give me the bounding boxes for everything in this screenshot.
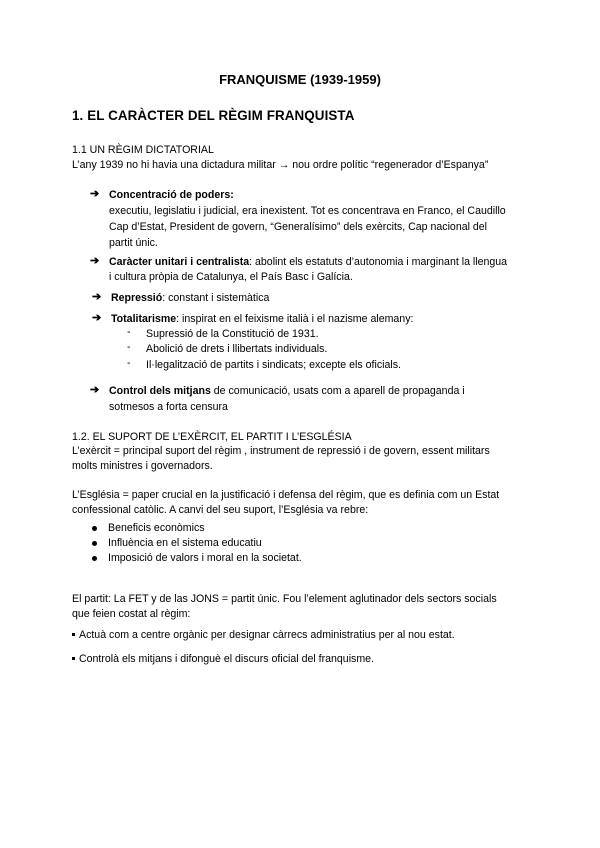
item-label: Totalitarisme bbox=[111, 313, 177, 325]
sub-list-item: Supressió de la Constitució de 1931. bbox=[146, 328, 319, 340]
arrow-bullet-icon: ➔ bbox=[92, 312, 102, 324]
list-item: Influència en el sistema educatiu bbox=[108, 537, 262, 549]
section-heading: 1. EL CARÀCTER DEL RÈGIM FRANQUISTA bbox=[72, 108, 355, 123]
arrow-bullet-icon: ➔ bbox=[90, 188, 100, 200]
intro-paragraph: L’any 1939 no hi havia una dictadura militar → nou ordre polític “regenerador d’Espanya” bbox=[72, 159, 489, 171]
sub-list-item: Il·legalització de partits i sindicats; excepte els oficials. bbox=[146, 359, 401, 371]
item-text: : abolint els estatuts d’autonomia i marginant la llengua bbox=[249, 256, 508, 268]
subsection-heading: 1.2. EL SUPORT DE L’EXÈRCIT, EL PARTIT I L’ESGLÉSIA bbox=[72, 431, 352, 443]
item-label: Control dels mitjans bbox=[109, 385, 211, 397]
item-label: Caràcter unitari i centralista bbox=[109, 256, 250, 268]
item-text-line: partit únic. bbox=[109, 237, 158, 249]
item-text: : constant i sistemàtica bbox=[162, 292, 270, 304]
bullet-dot-icon bbox=[92, 541, 97, 546]
item-line bbox=[111, 290, 269, 306]
list-item: Controlà els mitjans i difonguè el discurs oficial del franquisme. bbox=[79, 653, 375, 665]
arrow-bullet-icon: ➔ bbox=[92, 291, 102, 303]
square-bullet-icon bbox=[72, 633, 75, 636]
dash-bullet-icon: - bbox=[127, 341, 131, 353]
item-line bbox=[109, 254, 507, 270]
item-text-line: sotmesos a forta censura bbox=[109, 401, 228, 413]
item-text-line: executiu, legislatiu i judicial, era inexistent. Tot es concentrava en Franco, el Caudillo bbox=[109, 205, 506, 217]
arrow-bullet-icon: ➔ bbox=[90, 384, 100, 396]
paragraph-line: confessional catòlic. A canvi del seu suport, l’Església va rebre: bbox=[72, 504, 369, 516]
bullet-dot-icon bbox=[92, 556, 97, 561]
paragraph-line: L’Església = paper crucial en la justificació i defensa del règim, que es definia com un Estat bbox=[72, 489, 500, 501]
item-label: Concentració de poders: bbox=[109, 189, 234, 201]
paragraph-line: molts ministres i governadors. bbox=[72, 460, 213, 472]
dash-bullet-icon: - bbox=[127, 357, 131, 369]
item-text: : inspirat en el feixisme italià i el nazisme alemany: bbox=[176, 313, 414, 325]
bullet-dot-icon bbox=[92, 526, 97, 531]
item-label: Repressió bbox=[111, 292, 163, 304]
item-line bbox=[111, 311, 413, 327]
document-title: FRANQUISME (1939-1959) bbox=[219, 72, 381, 87]
paragraph-line: L’exèrcit = principal suport del règim , instrument de repressió i de govern, essent militars bbox=[72, 445, 490, 457]
sub-list-item: Abolició de drets i llibertats individuals. bbox=[146, 343, 328, 355]
list-item: Beneficis econòmics bbox=[108, 522, 205, 534]
item-text-line: i cultura pròpia de Catalunya, el País Basc i Galícia. bbox=[109, 271, 353, 283]
list-item: Imposició de valors i moral en la societat. bbox=[108, 552, 302, 564]
paragraph-line: que feien costat al règim: bbox=[72, 608, 191, 620]
list-item: Actuà com a centre orgànic per designar càrrecs administratius per al nou estat. bbox=[79, 629, 455, 641]
item-line bbox=[109, 383, 465, 399]
item-text-line: Cap d’Estat, President de govern, “Generalísimo” dels exèrcits, Cap nacional del bbox=[109, 221, 488, 233]
dash-bullet-icon: - bbox=[127, 326, 131, 338]
arrow-bullet-icon: ➔ bbox=[90, 255, 100, 267]
subsection-heading: 1.1 UN RÈGIM DICTATORIAL bbox=[72, 144, 214, 156]
item-text: de comunicació, usats com a aparell de propaganda i bbox=[210, 385, 465, 397]
square-bullet-icon bbox=[72, 657, 75, 660]
paragraph-line: El partit: La FET y de las JONS = partit únic. Fou l’element aglutinador dels sectors socials bbox=[72, 593, 497, 605]
